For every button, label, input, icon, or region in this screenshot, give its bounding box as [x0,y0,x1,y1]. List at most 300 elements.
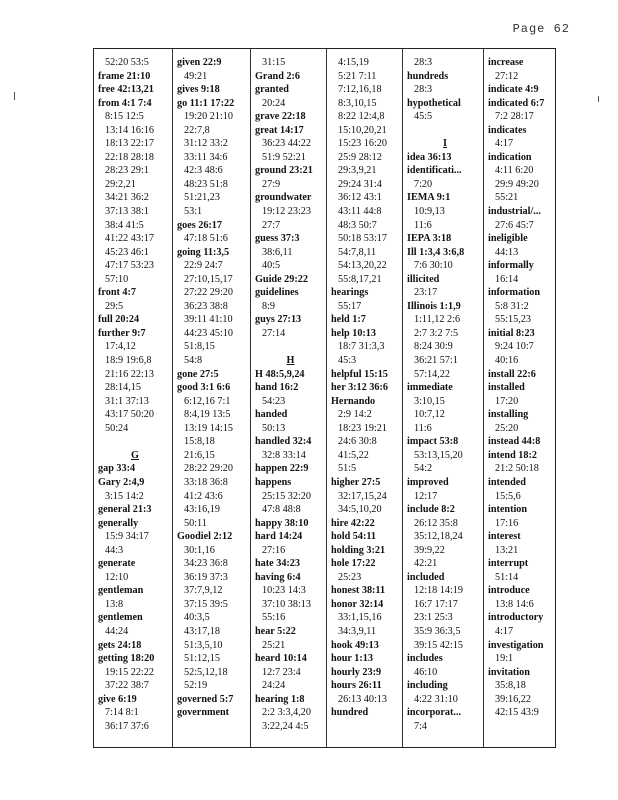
page-line-reference: 51:8,15 [184,341,215,353]
page-line-reference: 35:9 36:3,5 [414,625,461,637]
page-line-reference: 15:8,18 [184,436,215,448]
blank-line [255,340,326,354]
page-line-reference: 12:7 23:4 [262,666,301,678]
index-term: Hernando [331,395,376,407]
page-line-reference: 18:13 22:17 [105,138,154,150]
page-line-reference: 57:10 [105,273,129,285]
page-line-reference: 36:21 57:1 [414,355,458,367]
index-term: frame 21:10 [98,70,151,82]
page-line-reference: 37:15 39:5 [184,598,228,610]
index-term: ineligible [488,233,528,245]
index-term: happen 22:9 [255,463,309,475]
index-column [94,49,173,747]
page-line-reference: 30:1,16 [184,544,215,556]
page-line-reference: 1:11,12 2:6 [414,314,461,326]
index-term: happens [255,476,292,488]
page-line-reference: 7:2 28:17 [495,111,534,123]
index-term: holding 3:21 [331,544,386,556]
page-line-reference: 42:15 43:9 [495,707,539,719]
page-line-reference: 27:22 29:20 [184,287,233,299]
index-term: intend 18:2 [488,449,537,461]
index-term: indicate 4:9 [488,84,539,96]
page-line-reference: 11:6 [414,219,432,231]
page-line-reference: 8:24 30:9 [414,341,453,353]
page-line-reference: 52:19 [184,680,208,692]
page-line-reference: 55:15,23 [495,314,531,326]
page-line-reference: 23:1 25:3 [414,612,453,624]
index-term: honest 38:11 [331,585,386,597]
index-column [403,49,484,747]
page-line-reference: 12:17 [414,490,438,502]
index-term: introduce [488,585,530,597]
margin-mark [14,92,15,100]
page-line-reference: 51:21,23 [184,192,220,204]
index-term: hand 16:2 [255,382,299,394]
index-term: helpful 15:15 [331,368,388,380]
section-letter-heading: H [286,355,295,367]
index-term: honor 32:14 [331,598,384,610]
page-line-reference: 44:24 [105,625,129,637]
index-term: granted [255,84,289,96]
index-term: installed [488,382,525,394]
page-line-reference: 27:12 [495,70,519,82]
index-term: industrial/... [488,206,541,218]
page-line-reference: 7:4 [414,720,428,732]
page-line-reference: 51:9 52:21 [262,151,306,163]
index-column [327,49,403,747]
page-line-reference: 36:23 38:8 [184,300,228,312]
index-term: investigation [488,639,544,651]
page-line-reference: 42:21 [414,558,438,570]
page-line-reference: 53:1 [184,206,203,218]
page-line-reference: 44:3 [105,544,124,556]
page-line-reference: 17:16 [495,517,519,529]
margin-mark [598,96,599,102]
index-term: generally [98,517,139,529]
page-line-reference: 54:7,8,11 [338,246,377,258]
index-term: hear 5:22 [255,625,296,637]
page-line-reference: 54:13,20,22 [338,260,387,272]
index-term: IEPA 3:18 [407,233,452,245]
page-line-reference: 45:5 [414,111,433,123]
page-line-reference: 29:2,21 [105,178,136,190]
page-line-reference: 48:3 50:7 [338,219,377,231]
page-line-reference: 27:14 [262,327,286,339]
page-line-reference: 47:18 51:6 [184,233,228,245]
page-line-reference: 27:9 [262,178,281,190]
page-line-reference: 26:13 40:13 [338,693,387,705]
index-term: from 4:1 7:4 [98,97,152,109]
page-line-reference: 51:3,5,10 [184,639,223,651]
index-term: guidelines [255,287,299,299]
index-term: gentlemen [98,612,143,624]
page-line-reference: 32:17,15,24 [338,490,387,502]
page-line-reference: 21:16 22:13 [105,368,154,380]
index-term: hire 42:22 [331,517,375,529]
blank-line [98,435,172,449]
page-line-reference: 7:20 [414,178,433,190]
page-line-reference: 23:17 [414,287,438,299]
page-line-reference: 41:22 43:17 [105,233,154,245]
index-term: hourly 23:9 [331,666,382,678]
page-line-reference: 5:21 7:11 [338,70,377,82]
index-term: heard 10:14 [255,653,307,665]
section-letter-heading: I [443,138,447,150]
page-line-reference: 50:11 [184,517,207,529]
page-line-reference: 7:14 8:1 [105,707,139,719]
page-line-reference: 36:23 44:22 [262,138,311,150]
page-line-reference: 19:15 22:22 [105,666,154,678]
page-line-reference: 32:8 33:14 [262,449,306,461]
index-term: intended [488,476,526,488]
page-line-reference: 18:9 19:6,8 [105,355,152,367]
page-line-reference: 44:23 45:10 [184,327,233,339]
index-term: hundred [331,707,369,719]
index-term: hard 14:24 [255,531,303,543]
page-line-reference: 34:21 36:2 [105,192,149,204]
page-line-reference: 15:5,6 [495,490,521,502]
page-line-reference: 52:5,12,18 [184,666,228,678]
page-line-reference: 43:17,18 [184,625,220,637]
index-term: given 22:9 [177,57,222,68]
page-line-reference: 51:12,15 [184,653,220,665]
index-term: hate 34:23 [255,558,300,570]
page-line-reference: 25:21 [262,639,286,651]
page-line-reference: 17:20 [495,395,519,407]
index-term: indicated 6:7 [488,97,545,109]
index-term: guys 27:13 [255,314,302,326]
page-line-reference: 13:21 [495,544,519,556]
index-term: gap 33:4 [98,463,136,475]
index-term: information [488,287,541,299]
page-line-reference: 3:22,24 4:5 [262,720,309,732]
page-line-reference: 41:5,22 [338,449,369,461]
index-term: idea 36:13 [407,151,452,163]
page-line-reference: 5:8 31:2 [495,300,529,312]
page-line-reference: 39:16,22 [495,693,531,705]
page-line-reference: 31:1 37:13 [105,395,149,407]
page-line-reference: 8:9 [262,300,276,312]
index-term: her 3:12 36:6 [331,382,388,394]
page-line-reference: 2:9 14:2 [338,409,372,421]
index-term: identificati... [407,165,462,177]
page-line-reference: 8:22 12:4,8 [338,111,385,123]
page-line-reference: 39:11 41:10 [184,314,233,326]
page-line-reference: 31:12 33:2 [184,138,228,150]
page-line-reference: 40:3,5 [184,612,210,624]
page-line-reference: 28:23 29:1 [105,165,149,177]
page-line-reference: 22:9 24:7 [184,260,223,272]
index-term: great 14:17 [255,124,304,136]
page-line-reference: 10:7,12 [414,409,445,421]
page-line-reference: 19:20 21:10 [184,111,233,123]
page-line-reference: 7:6 30:10 [414,260,453,272]
page-line-reference: 28:3 [414,84,433,96]
page-line-reference: 54:8 [184,355,203,367]
page-line-reference: 15:23 16:20 [338,138,387,150]
page-line-reference: 50:13 [262,422,286,434]
page-line-reference: 11:6 [414,422,432,434]
index-term: hour 1:13 [331,653,373,665]
page-line-reference: 27:6 45:7 [495,219,534,231]
page-line-reference: 24:6 30:8 [338,436,377,448]
page-line-reference: 51:5 [338,463,357,475]
page-line-reference: 37:10 38:13 [262,598,311,610]
page-line-reference: 31:15 [262,57,286,68]
page-line-reference: 25:23 [338,571,362,583]
page-line-reference: 38:4 41:5 [105,219,144,231]
index-term: higher 27:5 [331,476,381,488]
page-line-reference: 27:16 [262,544,286,556]
index-term: informally [488,260,534,272]
page-line-reference: 35:12,18,24 [414,531,463,543]
page-line-reference: 3:15 14:2 [105,490,144,502]
page-number: Page 62 [512,22,570,36]
index-term: IEMA 9:1 [407,192,451,204]
index-term: hearings [331,287,369,299]
index-term: go 11:1 17:22 [177,97,235,109]
index-term: guess 37:3 [255,233,300,245]
page-line-reference: 43:17 50:20 [105,409,154,421]
index-term: grave 22:18 [255,111,306,123]
index-term: further 9:7 [98,327,146,339]
page-line-reference: 43:11 44:8 [338,206,382,218]
index-term: hundreds [407,70,449,82]
page-line-reference: 43:16,19 [184,504,220,516]
blank-line [407,124,483,138]
page-line-reference: 8:4,19 13:5 [184,409,231,421]
page-line-reference: 29:9 49:20 [495,178,539,190]
page-line-reference: 10:23 14:3 [262,585,306,597]
page-line-reference: 20:24 [262,97,286,109]
page-line-reference: 8:3,10,15 [338,97,377,109]
index-term: included [407,571,445,583]
page-line-reference: 22:18 28:18 [105,151,154,163]
index-term: ground 23:21 [255,165,313,177]
index-term: gives 9:18 [177,84,220,96]
index-term: handed [255,409,288,421]
word-index-table [93,48,556,748]
page-line-reference: 25:9 28:12 [338,151,382,163]
page-line-reference: 2:2 3:3,4,20 [262,707,311,719]
page-line-reference: 54:2 [414,463,433,475]
page-line-reference: 13:19 14:15 [184,422,233,434]
page-line-reference: 34:5,10,20 [338,504,382,516]
page-line-reference: 33:11 34:6 [184,151,228,163]
page-line-reference: 27:7 [262,219,281,231]
index-term: held 1:7 [331,314,366,326]
page-line-reference: 15:10,20,21 [338,124,387,136]
index-term: hours 26:11 [331,680,382,692]
page-line-reference: 4:22 31:10 [414,693,458,705]
page-line-reference: 21:2 50:18 [495,463,539,475]
page-line-reference: 48:23 51:8 [184,178,228,190]
index-term: gentleman [98,585,144,597]
index-term: interrupt [488,558,529,570]
index-term: intention [488,504,528,516]
page-line-reference: 37:13 38:1 [105,206,149,218]
page-line-reference: 16:14 [495,273,519,285]
page-line-reference: 38:6,11 [262,246,293,258]
page-line-reference: 36:17 37:6 [105,720,149,732]
page-line-reference: 10:9,13 [414,206,445,218]
page-line-reference: 40:5 [262,260,281,272]
page-line-reference: 45:3 [338,355,357,367]
page-line-reference: 18:7 31:3,3 [338,341,385,353]
page-line-reference: 4:15,19 [338,57,369,68]
page-line-reference: 27:10,15,17 [184,273,233,285]
page-line-reference: 51:14 [495,571,519,583]
page-line-reference: 39:9,22 [414,544,445,556]
index-term: going 11:3,5 [177,246,230,258]
index-term: full 20:24 [98,314,140,326]
index-term: illicited [407,273,440,285]
page-line-reference: 29:24 31:4 [338,178,382,190]
index-term: impact 53:8 [407,436,459,448]
page-line-reference: 4:11 6:20 [495,165,534,177]
index-term: Grand 2:6 [255,70,300,82]
index-term: instead 44:8 [488,436,541,448]
index-term: free 42:13,21 [98,84,154,96]
page-line-reference: 49:21 [184,70,208,82]
page-line-reference: 4:17 [495,138,514,150]
index-term: handled 32:4 [255,436,312,448]
page-line-reference: 28:3 [414,57,433,68]
index-term: including [407,680,448,692]
index-term: hearing 1:8 [255,693,305,705]
index-term: hold 54:11 [331,531,377,543]
index-term: Ill 1:3,4 3:6,8 [407,246,465,258]
page-line-reference: 45:23 46:1 [105,246,149,258]
page-line-reference: 52:20 53:5 [105,57,149,68]
page-line-reference: 4:17 [495,625,514,637]
index-term: generate [98,558,136,570]
page-line-reference: 53:13,15,20 [414,449,463,461]
index-term: H 48:5,9,24 [255,368,305,380]
index-term: include 8:2 [407,504,455,516]
page-line-reference: 42:3 48:6 [184,165,223,177]
page-line-reference: 36:19 37:3 [184,571,228,583]
index-term: increase [488,57,524,68]
index-term: gets 24:18 [98,639,142,651]
index-term: installing [488,409,529,421]
page-line-reference: 34:23 36:8 [184,558,228,570]
page-line-reference: 7:12,16,18 [338,84,382,96]
index-column [251,49,327,747]
index-term: includes [407,653,443,665]
page-line-reference: 37:7,9,12 [184,585,223,597]
page-line-reference: 33:18 36:8 [184,476,228,488]
index-term: hook 49:13 [331,639,379,651]
page-line-reference: 47:8 48:8 [262,504,301,516]
index-term: general 21:3 [98,504,152,516]
index-column [173,49,251,747]
page-line-reference: 50:18 53:17 [338,233,387,245]
index-term: help 10:13 [331,327,376,339]
page-line-reference: 18:23 19:21 [338,422,387,434]
index-term: invitation [488,666,530,678]
page-line-reference: 2:7 3:2 7:5 [414,327,459,339]
index-term: indicates [488,124,527,136]
index-term: happy 38:10 [255,517,309,529]
index-term: gone 27:5 [177,368,219,380]
page-line-reference: 22:7,8 [184,124,210,136]
page-line-reference: 29:3,9,21 [338,165,377,177]
page-line-reference: 40:16 [495,355,519,367]
page-line-reference: 17:4,12 [105,341,136,353]
index-term: front 4:7 [98,287,137,299]
index-term: install 22:6 [488,368,536,380]
index-term: Goodiel 2:12 [177,531,233,543]
page-line-reference: 13:8 [105,598,124,610]
page-line-reference: 8:15 12:5 [105,111,144,123]
page-line-reference: 34:3,9,11 [338,625,377,637]
index-column [484,49,555,747]
page-line-reference: 25:20 [495,422,519,434]
index-term: government [177,707,230,719]
index-term: good 3:1 6:6 [177,382,231,394]
page-line-reference: 55:16 [262,612,286,624]
index-term: getting 18:20 [98,653,155,665]
index-term: give 6:19 [98,693,137,705]
page-line-reference: 28:14,15 [105,382,141,394]
index-term: Gary 2:4,9 [98,476,145,488]
index-term: Guide 29:22 [255,273,308,285]
page-line-reference: 16:7 17:17 [414,598,458,610]
section-letter-heading: G [131,449,139,461]
page-line-reference: 54:23 [262,395,286,407]
index-term: governed 5:7 [177,693,234,705]
page-line-reference: 19:1 [495,653,514,665]
index-term: hole 17:22 [331,558,376,570]
index-term: improved [407,476,449,488]
page-line-reference: 28:22 29:20 [184,463,233,475]
page-line-reference: 25:15 32:20 [262,490,311,502]
index-term: groundwater [255,192,312,204]
page-line-reference: 19:12 23:23 [262,206,311,218]
index-term: indication [488,151,532,163]
index-term: initial 8:23 [488,327,535,339]
page-line-reference: 41:2 43:6 [184,490,223,502]
page-line-reference: 57:14,22 [414,368,450,380]
index-term: interest [488,531,521,543]
page-line-reference: 13:14 16:16 [105,124,154,136]
page-line-reference: 55:8,17,21 [338,273,382,285]
page-line-reference: 55:21 [495,192,519,204]
index-term: Illinois 1:1,9 [407,300,461,312]
page-line-reference: 24:24 [262,680,286,692]
page-line-reference: 26:12 35:8 [414,517,458,529]
page-line-reference: 39:15 42:15 [414,639,463,651]
page-line-reference: 33:1,15,16 [338,612,382,624]
page-line-reference: 47:17 53:23 [105,260,154,272]
page-line-reference: 12:10 [105,571,129,583]
page-line-reference: 50:24 [105,422,129,434]
page-line-reference: 3:10,15 [414,395,445,407]
page-line-reference: 35:8,18 [495,680,526,692]
index-term: introductory [488,612,544,624]
index-term: immediate [407,382,453,394]
page-line-reference: 46:10 [414,666,438,678]
index-term: goes 26:17 [177,219,222,231]
page-line-reference: 12:18 14:19 [414,585,463,597]
page-line-reference: 13:8 14:6 [495,598,534,610]
index-term: incorporat... [407,707,462,719]
page-line-reference: 15:9 34:17 [105,531,149,543]
page-line-reference: 21:6,15 [184,449,215,461]
index-term: hypothetical [407,97,461,109]
page-line-reference: 6:12,16 7:1 [184,395,231,407]
